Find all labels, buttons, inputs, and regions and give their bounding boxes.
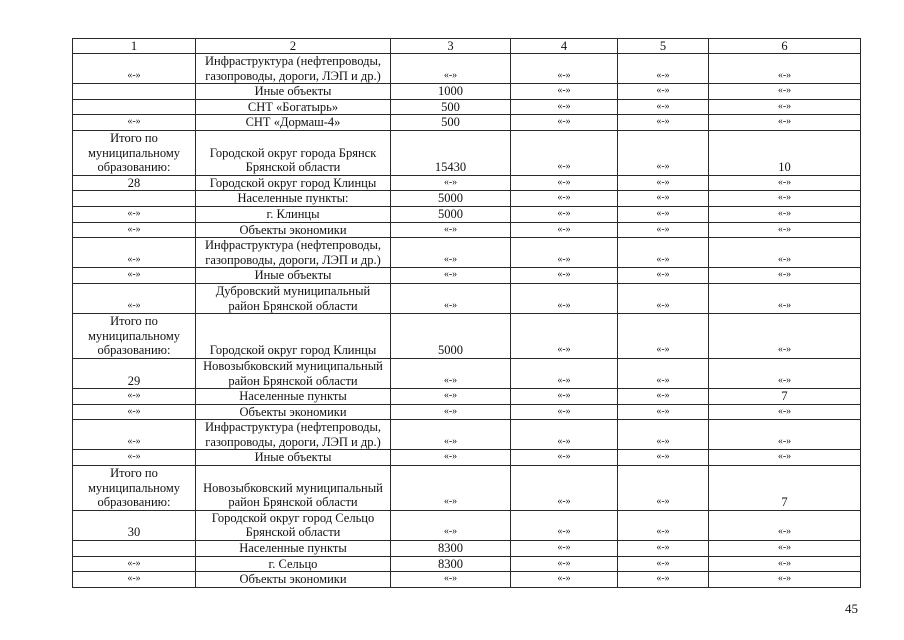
table-row <box>73 358 861 388</box>
col5-cell: «-» <box>618 130 709 175</box>
number-cell: «-» <box>73 404 196 420</box>
object-name-cell: СНТ «Богатырь» <box>196 99 391 115</box>
value-cell: «-» <box>391 420 511 450</box>
table-header-row <box>73 39 861 54</box>
col4-cell: «-» <box>511 450 618 466</box>
number-cell: «-» <box>73 238 196 268</box>
col6-cell: 7 <box>709 466 861 511</box>
object-name-cell: Инфраструктура (нефтепроводы, газопроводы, дороги, ЛЭП и др.) <box>196 238 391 268</box>
object-name-cell: Городской округ города Брянск Брянской области <box>196 130 391 175</box>
table-row <box>73 175 861 191</box>
col5-cell: «-» <box>618 466 709 511</box>
table-row <box>73 191 861 207</box>
number-cell <box>73 541 196 557</box>
col6-cell: «-» <box>709 268 861 284</box>
header-cell: 1 <box>73 39 196 54</box>
object-name-cell: Инфраструктура (нефтепроводы, газопроводы, дороги, ЛЭП и др.) <box>196 54 391 84</box>
number-cell: 29 <box>73 358 196 388</box>
col4-cell: «-» <box>511 283 618 313</box>
number-cell: «-» <box>73 572 196 588</box>
col6-cell: «-» <box>709 572 861 588</box>
col4-cell: «-» <box>511 206 618 222</box>
number-cell: Итого по муниципальному образованию: <box>73 466 196 511</box>
number-cell: «-» <box>73 283 196 313</box>
number-cell <box>73 191 196 207</box>
col5-cell: «-» <box>618 283 709 313</box>
table-row <box>73 268 861 284</box>
col4-cell: «-» <box>511 54 618 84</box>
col6-cell: «-» <box>709 556 861 572</box>
table-row <box>73 450 861 466</box>
header-cell: 3 <box>391 39 511 54</box>
table-row <box>73 54 861 84</box>
col6-cell: «-» <box>709 541 861 557</box>
value-cell: «-» <box>391 510 511 540</box>
table-row <box>73 420 861 450</box>
value-cell: 500 <box>391 115 511 131</box>
col6-cell: «-» <box>709 54 861 84</box>
col4-cell: «-» <box>511 222 618 238</box>
col4-cell: «-» <box>511 115 618 131</box>
col4-cell: «-» <box>511 191 618 207</box>
value-cell: «-» <box>391 238 511 268</box>
col5-cell: «-» <box>618 510 709 540</box>
object-name-cell: Городской округ город Клинцы <box>196 175 391 191</box>
col6-cell: «-» <box>709 115 861 131</box>
col6-cell: «-» <box>709 222 861 238</box>
table-row <box>73 130 861 175</box>
col5-cell: «-» <box>618 206 709 222</box>
table-body <box>73 39 861 588</box>
col4-cell: «-» <box>511 420 618 450</box>
col6-cell: «-» <box>709 450 861 466</box>
object-name-cell: Иные объекты <box>196 450 391 466</box>
page-number: 45 <box>845 601 858 616</box>
col5-cell: «-» <box>618 191 709 207</box>
number-cell: «-» <box>73 222 196 238</box>
table-row <box>73 541 861 557</box>
object-name-cell: Населенные пункты <box>196 389 391 405</box>
table-row <box>73 115 861 131</box>
table-row <box>73 206 861 222</box>
col5-cell: «-» <box>618 238 709 268</box>
value-cell: 8300 <box>391 541 511 557</box>
col6-cell: «-» <box>709 84 861 100</box>
header-cell: 2 <box>196 39 391 54</box>
col4-cell: «-» <box>511 175 618 191</box>
object-name-cell: г. Сельцо <box>196 556 391 572</box>
col5-cell: «-» <box>618 572 709 588</box>
col5-cell: «-» <box>618 314 709 359</box>
col6-cell: «-» <box>709 175 861 191</box>
document-page <box>72 38 860 588</box>
value-cell: 5000 <box>391 191 511 207</box>
col4-cell: «-» <box>511 99 618 115</box>
col5-cell: «-» <box>618 268 709 284</box>
value-cell: «-» <box>391 466 511 511</box>
number-cell: 30 <box>73 510 196 540</box>
object-name-cell: Объекты экономики <box>196 572 391 588</box>
object-name-cell: Объекты экономики <box>196 404 391 420</box>
object-name-cell: Инфраструктура (нефтепроводы, газопроводы, дороги, ЛЭП и др.) <box>196 420 391 450</box>
object-name-cell: Объекты экономики <box>196 222 391 238</box>
number-cell: «-» <box>73 450 196 466</box>
header-cell: 5 <box>618 39 709 54</box>
col5-cell: «-» <box>618 222 709 238</box>
col5-cell: «-» <box>618 389 709 405</box>
col5-cell: «-» <box>618 115 709 131</box>
value-cell: «-» <box>391 268 511 284</box>
table-row <box>73 556 861 572</box>
col5-cell: «-» <box>618 404 709 420</box>
col6-cell: «-» <box>709 283 861 313</box>
value-cell: 15430 <box>391 130 511 175</box>
number-cell: «-» <box>73 115 196 131</box>
col4-cell: «-» <box>511 541 618 557</box>
col6-cell: 7 <box>709 389 861 405</box>
object-name-cell: Городской округ город Клинцы <box>196 314 391 359</box>
header-cell: 6 <box>709 39 861 54</box>
number-cell: «-» <box>73 54 196 84</box>
value-cell: «-» <box>391 358 511 388</box>
value-cell: 5000 <box>391 206 511 222</box>
table-row <box>73 389 861 405</box>
table-row <box>73 283 861 313</box>
number-cell: Итого по муниципальному образованию: <box>73 130 196 175</box>
number-cell: Итого по муниципальному образованию: <box>73 314 196 359</box>
col4-cell: «-» <box>511 268 618 284</box>
number-cell: 28 <box>73 175 196 191</box>
col4-cell: «-» <box>511 130 618 175</box>
number-cell: «-» <box>73 206 196 222</box>
col6-cell: «-» <box>709 238 861 268</box>
value-cell: «-» <box>391 175 511 191</box>
col4-cell: «-» <box>511 238 618 268</box>
number-cell: «-» <box>73 389 196 405</box>
object-name-cell: Городской округ город Сельцо Брянской области <box>196 510 391 540</box>
number-cell: «-» <box>73 420 196 450</box>
col4-cell: «-» <box>511 84 618 100</box>
col6-cell: «-» <box>709 99 861 115</box>
value-cell: «-» <box>391 222 511 238</box>
col4-cell: «-» <box>511 404 618 420</box>
number-cell: «-» <box>73 556 196 572</box>
col4-cell: «-» <box>511 314 618 359</box>
col5-cell: «-» <box>618 556 709 572</box>
object-name-cell: Новозыбковский муниципальный район Брянской области <box>196 466 391 511</box>
object-name-cell: Населенные пункты: <box>196 191 391 207</box>
col5-cell: «-» <box>618 54 709 84</box>
value-cell: «-» <box>391 572 511 588</box>
col5-cell: «-» <box>618 420 709 450</box>
data-table <box>72 38 861 588</box>
table-row <box>73 510 861 540</box>
table-row <box>73 222 861 238</box>
value-cell: 500 <box>391 99 511 115</box>
col6-cell: «-» <box>709 314 861 359</box>
col6-cell: «-» <box>709 206 861 222</box>
col6-cell: «-» <box>709 510 861 540</box>
value-cell: 5000 <box>391 314 511 359</box>
value-cell: 8300 <box>391 556 511 572</box>
col5-cell: «-» <box>618 358 709 388</box>
col5-cell: «-» <box>618 541 709 557</box>
col5-cell: «-» <box>618 99 709 115</box>
header-cell: 4 <box>511 39 618 54</box>
table-row <box>73 314 861 359</box>
object-name-cell: Дубровский муниципальный район Брянской области <box>196 283 391 313</box>
object-name-cell: Новозыбковский муниципальный район Брянской области <box>196 358 391 388</box>
col6-cell: «-» <box>709 404 861 420</box>
col4-cell: «-» <box>511 572 618 588</box>
value-cell: «-» <box>391 404 511 420</box>
col4-cell: «-» <box>511 358 618 388</box>
value-cell: «-» <box>391 283 511 313</box>
value-cell: «-» <box>391 54 511 84</box>
object-name-cell: СНТ «Дормаш-4» <box>196 115 391 131</box>
table-row <box>73 99 861 115</box>
number-cell: «-» <box>73 268 196 284</box>
table-row <box>73 404 861 420</box>
number-cell <box>73 84 196 100</box>
value-cell: 1000 <box>391 84 511 100</box>
table-row <box>73 572 861 588</box>
col4-cell: «-» <box>511 510 618 540</box>
col4-cell: «-» <box>511 466 618 511</box>
table-row <box>73 84 861 100</box>
col5-cell: «-» <box>618 175 709 191</box>
col6-cell: «-» <box>709 191 861 207</box>
col6-cell: «-» <box>709 420 861 450</box>
col4-cell: «-» <box>511 556 618 572</box>
col4-cell: «-» <box>511 389 618 405</box>
value-cell: «-» <box>391 450 511 466</box>
object-name-cell: Иные объекты <box>196 84 391 100</box>
number-cell <box>73 99 196 115</box>
table-row <box>73 466 861 511</box>
col5-cell: «-» <box>618 84 709 100</box>
table-row <box>73 238 861 268</box>
col6-cell: «-» <box>709 358 861 388</box>
object-name-cell: г. Клинцы <box>196 206 391 222</box>
value-cell: «-» <box>391 389 511 405</box>
object-name-cell: Населенные пункты <box>196 541 391 557</box>
col6-cell: 10 <box>709 130 861 175</box>
object-name-cell: Иные объекты <box>196 268 391 284</box>
col5-cell: «-» <box>618 450 709 466</box>
